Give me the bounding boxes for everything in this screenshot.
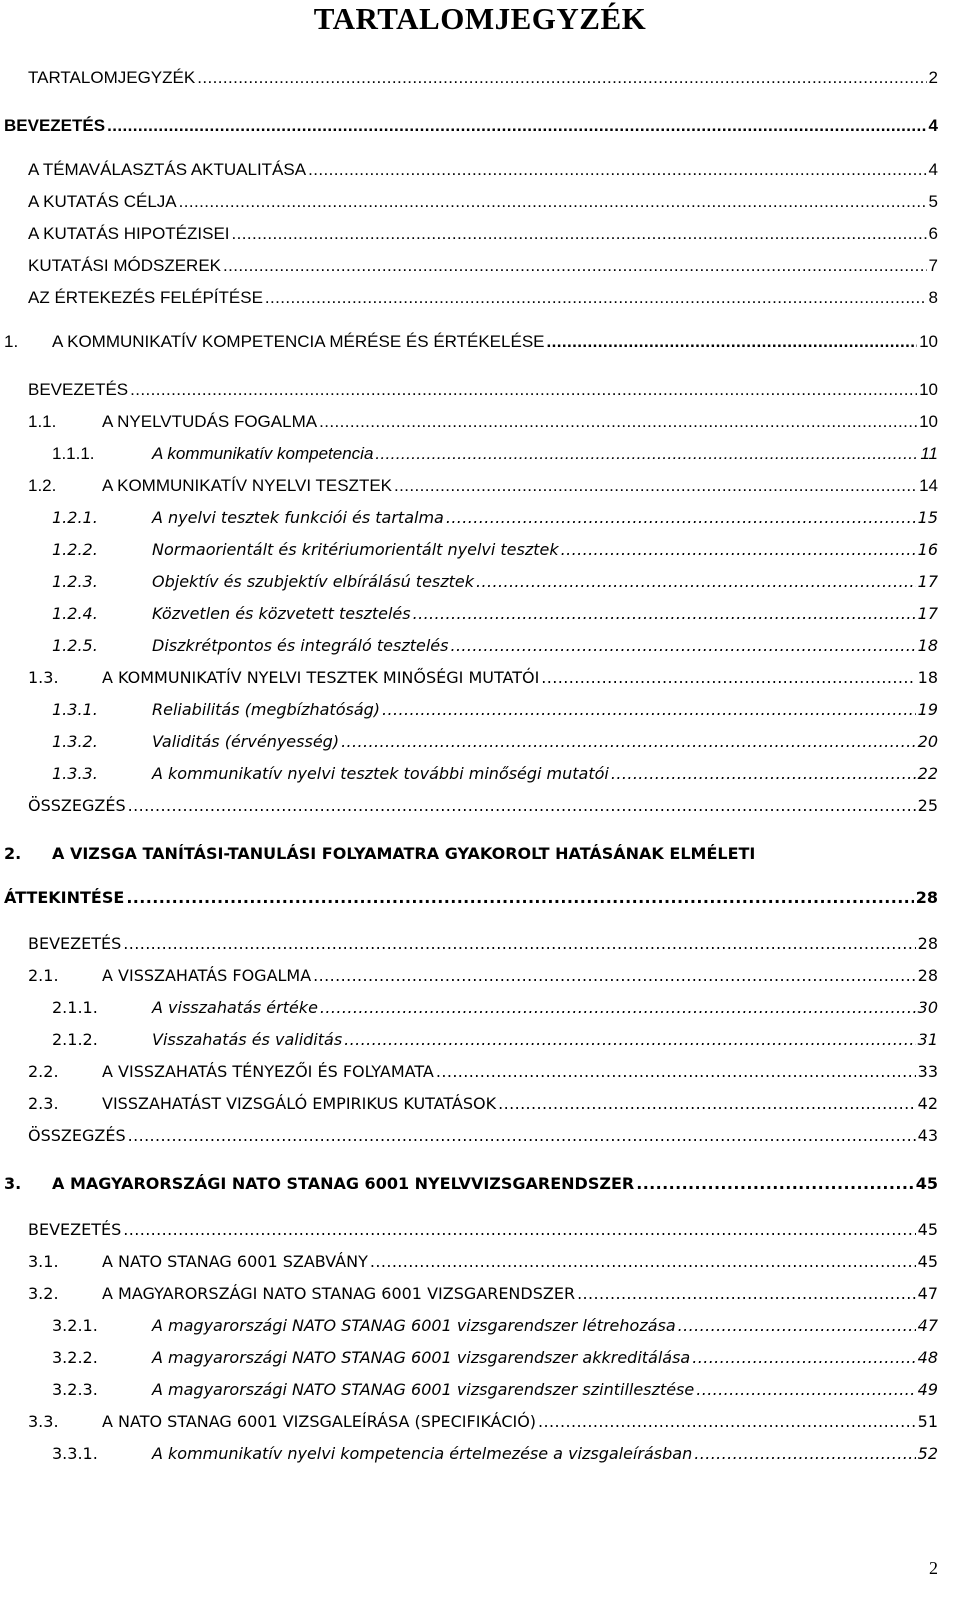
toc-entry-number: 3.3. (28, 1412, 59, 1431)
toc-entry-page: 45 (917, 1220, 938, 1239)
toc-entry-title: A MAGYARORSZÁGI NATO STANAG 6001 NYELVVIZSGARENDSZER (52, 1174, 635, 1193)
toc-entry-title: Normaorientált és kritériumorientált nyelvi tesztek (152, 540, 559, 559)
toc-entry[interactable] (0, 764, 960, 783)
toc-entry-page: 15 (917, 508, 938, 527)
toc-entry-title: Reliabilitás (megbízhatóság) (152, 700, 381, 719)
toc-entry[interactable] (0, 1380, 960, 1399)
toc-entry-page: 8 (928, 288, 938, 307)
toc-leader (446, 508, 916, 527)
toc-entry-number: 2.1. (28, 966, 59, 985)
toc-entry-title: A VISSZAHATÁS FOGALMA (102, 966, 312, 985)
toc-entry-number: 1.2.4. (52, 604, 98, 623)
toc-entry-page: 7 (928, 256, 938, 275)
toc-entry-page: 18 (917, 636, 938, 655)
toc-leader (450, 636, 915, 655)
toc-entry[interactable] (0, 998, 960, 1017)
toc-entry-number: 3.3.1. (52, 1444, 98, 1463)
toc-entry[interactable] (0, 700, 960, 719)
toc-entry-title: Közvetlen és közvetett tesztelés (152, 604, 411, 623)
toc-entry-title: AZ ÉRTEKEZÉS FELÉPÍTÉSE (28, 288, 263, 307)
toc-entry-title: A magyarországi NATO STANAG 6001 vizsgarendszer akkreditálása (152, 1348, 691, 1367)
toc-leader (232, 224, 927, 244)
toc-entry[interactable] (0, 380, 960, 400)
toc-chapter-entry[interactable] (0, 1174, 960, 1193)
toc-entry-number: 1.3.2. (52, 732, 98, 751)
toc-entry-number: 2.2. (28, 1062, 59, 1081)
toc-leader (476, 572, 916, 591)
toc-leader (436, 1062, 916, 1081)
toc-entry-page: 10 (919, 380, 938, 399)
toc-entry-page: 42 (917, 1094, 938, 1113)
toc-entry-page: 30 (917, 998, 938, 1017)
toc-leader (498, 1094, 916, 1113)
toc-entry[interactable] (0, 476, 960, 496)
toc-entry-title: A KOMMUNIKATÍV NYELVI TESZTEK MINŐSÉGI MUTATÓI (102, 668, 540, 687)
toc-leader (636, 1174, 914, 1193)
toc-leader (394, 476, 917, 496)
toc-entry-page: 19 (917, 700, 938, 719)
toc-leader (692, 1348, 915, 1367)
toc-entry-page: 2 (928, 68, 938, 87)
toc-leader (694, 1444, 915, 1463)
toc-entry[interactable] (0, 1030, 960, 1049)
toc-chapter-entry-continued[interactable] (0, 888, 960, 907)
toc-entry-number: 3.2.1. (52, 1316, 98, 1335)
toc-entry[interactable] (0, 412, 960, 432)
toc-entry-title: BEVEZETÉS (28, 1220, 122, 1239)
toc-leader (382, 700, 916, 719)
toc-entry-page: 52 (917, 1444, 938, 1463)
toc-entry[interactable] (0, 256, 960, 276)
toc-entry[interactable] (0, 1126, 960, 1145)
toc-leader (561, 540, 916, 559)
toc-entry[interactable] (0, 1252, 960, 1271)
toc-entry[interactable] (0, 192, 960, 212)
toc-entry-title: A KUTATÁS CÉLJA (28, 192, 177, 211)
toc-entry-number: 1.2.1. (52, 508, 98, 527)
toc-entry[interactable] (0, 160, 960, 180)
toc-leader (223, 256, 927, 276)
toc-entry-page: 45 (915, 1174, 938, 1193)
toc-entry-page: 49 (917, 1380, 938, 1399)
toc-entry[interactable] (0, 1062, 960, 1081)
toc-entry-page: 14 (919, 476, 938, 495)
toc-entry-title: Validitás (érvényesség) (152, 732, 340, 751)
toc-leader (320, 998, 916, 1017)
toc-entry-number: 1.2. (28, 476, 57, 495)
toc-leader (197, 68, 926, 88)
toc-entry-page: 10 (919, 412, 938, 431)
toc-entry-title: ÖSSZEGZÉS (28, 796, 126, 815)
toc-leader (123, 934, 915, 953)
toc-entry-number: 1.3.3. (52, 764, 98, 783)
toc-entry-number: 1.3.1. (52, 700, 98, 719)
toc-entry-page: 18 (917, 668, 938, 687)
toc-entry-number: 3.2.2. (52, 1348, 98, 1367)
toc-entry[interactable] (0, 732, 960, 751)
page-title: TARTALOMJEGYZÉK (313, 1, 647, 36)
toc-entry-number: 1.2.3. (52, 572, 98, 591)
toc-entry-page: 43 (917, 1126, 938, 1145)
toc-leader (128, 1126, 916, 1145)
toc-entry-title: BEVEZETÉS (4, 116, 106, 135)
toc-entry[interactable] (0, 1094, 960, 1113)
toc-entry-number: 3. (4, 1174, 22, 1193)
toc-entry-title: TARTALOMJEGYZÉK (28, 68, 196, 87)
toc-entry-number: 3.2.3. (52, 1380, 98, 1399)
toc-entry-title: BEVEZETÉS (28, 934, 122, 953)
toc-leader (130, 380, 917, 400)
toc-entry-title: A VISSZAHATÁS TÉNYEZŐI ÉS FOLYAMATA (102, 1062, 434, 1081)
toc-leader (413, 604, 916, 623)
toc-entry[interactable] (0, 540, 960, 559)
toc-entry[interactable] (0, 508, 960, 527)
toc-entry-title: A magyarországi NATO STANAG 6001 vizsgarendszer szintillesztése (152, 1380, 695, 1399)
toc-entry[interactable] (0, 1220, 960, 1239)
toc-chapter-entry[interactable] (0, 844, 960, 863)
toc-leader (128, 796, 916, 815)
toc-entry-title: ÖSSZEGZÉS (28, 1126, 126, 1145)
toc-entry[interactable] (0, 796, 960, 815)
toc-entry-page: 33 (917, 1062, 938, 1081)
toc-entry-title: A TÉMAVÁLASZTÁS AKTUALITÁSA (28, 160, 307, 179)
toc-entry-title: A nyelvi tesztek funkciói és tartalma (152, 508, 444, 527)
toc-entry-number: 1.1. (28, 412, 57, 431)
toc-entry-page: 31 (917, 1030, 938, 1049)
toc-entry-page: 17 (917, 604, 938, 623)
toc-leader (265, 288, 927, 308)
toc-entry[interactable] (0, 1348, 960, 1367)
toc-entry[interactable] (0, 1316, 960, 1335)
toc-entry-number: 1.1.1. (52, 444, 95, 463)
toc-leader (313, 966, 915, 985)
toc-entry-title: A kommunikatív nyelvi tesztek további minőségi mutatói (152, 764, 609, 783)
toc-entry-title: Objektív és szubjektív elbírálású tesztek (152, 572, 475, 591)
toc-leader (611, 764, 916, 783)
toc-entry-page: 4 (928, 116, 938, 135)
toc-entry-page: 11 (920, 444, 938, 463)
toc-leader (308, 160, 926, 180)
toc-leader (179, 192, 927, 212)
toc-leader (696, 1380, 915, 1399)
toc-entry-page: 28 (915, 888, 938, 907)
toc-entry-number: 3.2. (28, 1284, 59, 1303)
toc-entry-title: A VIZSGA TANÍTÁSI-TANULÁSI FOLYAMATRA GYAKOROLT HATÁSÁNAK ELMÉLETI (52, 844, 756, 863)
toc-entry-title: Diszkrétpontos és integráló tesztelés (152, 636, 449, 655)
toc-leader (538, 1412, 916, 1431)
toc-entry[interactable] (0, 1412, 960, 1431)
toc-entry-title: Visszahatás és validitás (152, 1030, 343, 1049)
toc-entry[interactable] (0, 68, 960, 88)
toc-entry-number: 2.1.1. (52, 998, 98, 1017)
page-number: 2 (929, 1558, 938, 1578)
toc-entry[interactable] (0, 966, 960, 985)
toc-entry-title: A kommunikatív nyelvi kompetencia értelmezése a vizsgaleírásban (152, 1444, 693, 1463)
toc-leader (678, 1316, 916, 1335)
toc-entry-page: 45 (917, 1252, 938, 1271)
toc-entry-number: 3.1. (28, 1252, 59, 1271)
toc-leader (107, 116, 926, 136)
toc-entry-title: A NATO STANAG 6001 SZABVÁNY (102, 1252, 368, 1271)
toc-leader (123, 1220, 915, 1239)
toc-entry-title: A MAGYARORSZÁGI NATO STANAG 6001 VIZSGARENDSZER (102, 1284, 576, 1303)
toc-entry-page: 48 (917, 1348, 938, 1367)
toc-entry-title: A NATO STANAG 6001 VIZSGALEÍRÁSA (SPECIFIKÁCIÓ) (102, 1412, 537, 1431)
toc-entry-page: 28 (917, 934, 938, 953)
toc-leader (541, 668, 915, 687)
toc-leader (375, 444, 918, 464)
toc-entry[interactable] (0, 572, 960, 591)
toc-entry-number: 1.3. (28, 668, 59, 687)
toc-entry-title: A magyarországi NATO STANAG 6001 vizsgarendszer létrehozása (152, 1316, 676, 1335)
toc-entry[interactable] (0, 934, 960, 953)
toc-entry[interactable] (0, 116, 960, 136)
toc-entry-page: 16 (917, 540, 938, 559)
toc-entry-number: 2. (4, 844, 22, 863)
toc-entry-number: 1.2.5. (52, 636, 98, 655)
toc-entry[interactable] (0, 224, 960, 244)
toc-leader (370, 1252, 916, 1271)
toc-entry-title: A KOMMUNIKATÍV NYELVI TESZTEK (102, 476, 393, 495)
toc-entry-page: 20 (917, 732, 938, 751)
toc-entry-page: 10 (919, 332, 938, 351)
toc-entry-number: 1.2.2. (52, 540, 98, 559)
toc-leader (341, 732, 916, 751)
toc-entry[interactable] (0, 288, 960, 308)
toc-entry[interactable] (0, 1284, 960, 1303)
toc-entry-page: 6 (928, 224, 938, 243)
toc-chapter-entry[interactable] (0, 332, 960, 352)
toc-entry-title: VISSZAHATÁST VIZSGÁLÓ EMPIRIKUS KUTATÁSOK (102, 1094, 497, 1113)
toc-entry-page: 22 (917, 764, 938, 783)
toc-entry-page: 51 (917, 1412, 938, 1431)
toc-entry-page: 47 (917, 1284, 938, 1303)
toc-leader (577, 1284, 916, 1303)
toc-entry-page: 28 (917, 966, 938, 985)
toc-entry-title: ÁTTEKINTÉSE (4, 888, 125, 907)
toc-entry-number: 1. (4, 332, 19, 351)
toc-entry-title: A KUTATÁS HIPOTÉZISEI (28, 224, 230, 243)
toc-entry-title: BEVEZETÉS (28, 380, 129, 399)
toc-entry[interactable] (0, 636, 960, 655)
toc-entry[interactable] (0, 1444, 960, 1463)
toc-entry-page: 5 (928, 192, 938, 211)
toc-entry-page: 47 (917, 1316, 938, 1335)
toc-entry-page: 25 (917, 796, 938, 815)
toc-entry-title: A KOMMUNIKATÍV KOMPETENCIA MÉRÉSE ÉS ÉRTÉKELÉSE (52, 332, 545, 351)
toc-entry-page: 4 (928, 160, 938, 179)
toc-entry-number: 2.1.2. (52, 1030, 98, 1049)
toc-entry-number: 2.3. (28, 1094, 59, 1113)
toc-entry-title: A NYELVTUDÁS FOGALMA (102, 412, 318, 431)
toc-entry-title: A visszahatás értéke (152, 998, 318, 1017)
toc-entry[interactable] (0, 604, 960, 623)
toc-leader (344, 1030, 915, 1049)
toc-entry-title: A kommunikatív kompetencia (152, 444, 374, 463)
toc-entry[interactable] (0, 668, 960, 687)
toc-entry-title: KUTATÁSI MÓDSZEREK (28, 256, 222, 275)
toc-entry[interactable] (0, 444, 960, 464)
toc-leader (126, 888, 913, 907)
toc-leader (319, 412, 917, 432)
toc-entry-page: 17 (917, 572, 938, 591)
toc-leader (547, 332, 918, 352)
